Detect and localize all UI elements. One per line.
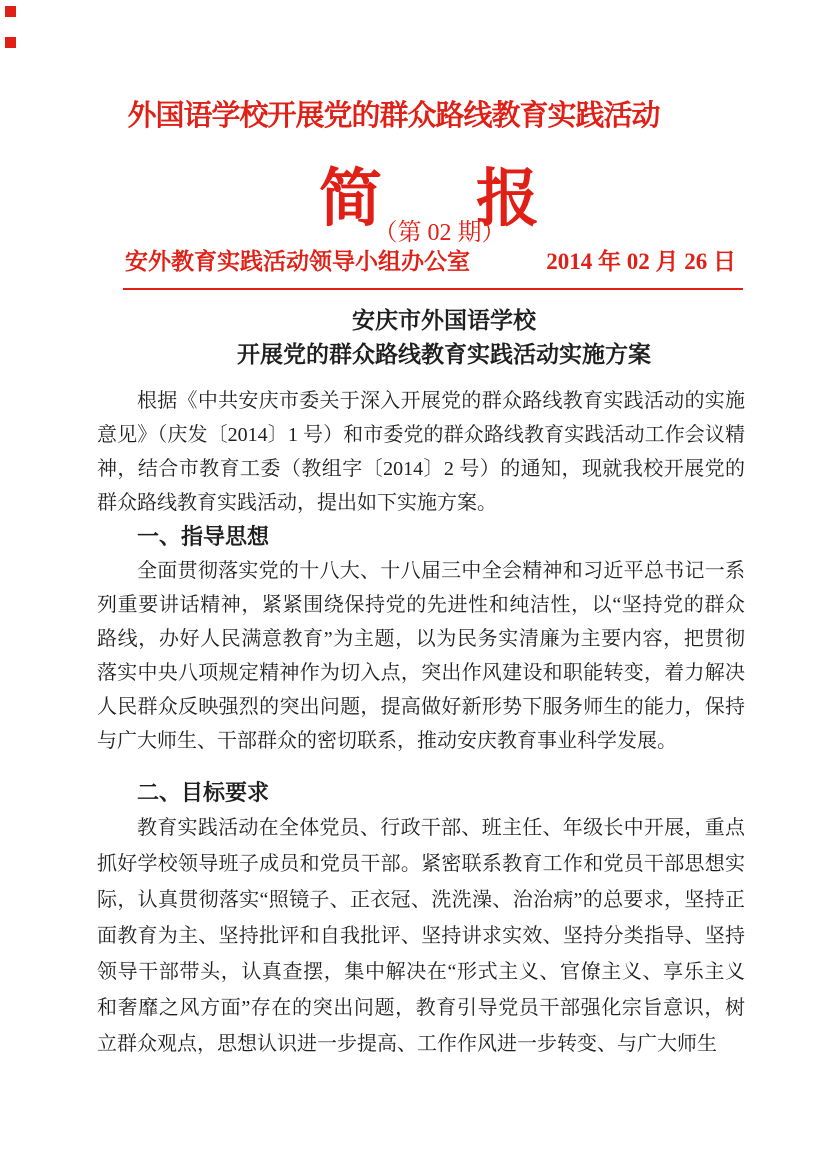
bulletin-title-char: 简 [319, 164, 382, 234]
section-body-1: 全面贯彻落实党的十八大、十八届三中全会精神和习近平总书记一系列重要讲话精神，紧紧围绕保持党的先进性和纯洁性，以“坚持党的群众路线，办好人民满意教育”为主题，以为民务实清廉为主要内容，把贯彻落实中央八项规定精神作为切入点，突出作风建设和职能转变，着力解决人民群众反映强烈的突出问题，提高做好新形势下服务师生的能力，保持与广大师生、干部群众的密切联系，推动安庆教育事业科学发展。 [97, 560, 745, 752]
section-heading-2: 二、目标要求 [137, 780, 270, 805]
issue-date: 2014 年 02 月 26 日 [546, 249, 736, 274]
issue-number: （第 02 期） [373, 220, 506, 246]
red-corner-mark [5, 37, 16, 48]
document-content [97, 0, 745, 1062]
issuing-office: 安外教育实践活动领导小组办公室 [125, 249, 470, 274]
intro-paragraph: 根据《中共安庆市委关于深入开展党的群众路线教育实践活动的实施意见》（庆发〔2014〕1 号）和市委党的群众路线教育实践活动工作会议精神，结合市教育工委（教组字〔2014〕2 号）的通知，现就我校开展党的群众路线教育实践活动，提出如下实施方案。 [97, 390, 745, 514]
document-title-line1: 安庆市外国语学校 [352, 308, 536, 333]
section-body-2: 教育实践活动在全体党员、行政干部、班主任、年级长中开展，重点抓好学校领导班子成员和党员干部。紧密联系教育工作和党员干部思想实际，认真贯彻落实“照镜子、正衣冠、洗洗澡、治治病”的总要求，坚持正面教育为主、坚持批评和自我批评、坚持讲求实效、坚持分类指导、坚持领导干部带头，认真查摆，集中解决在“形式主义、官僚主义、享乐主义和奢靡之风方面”存在的突出问题，教育引导党员干部强化宗旨意识，树立群众观点，思想认识进一步提高、工作作风进一步转变、与广大师生 [97, 817, 745, 1055]
red-corner-mark [5, 6, 16, 17]
section-heading-1: 一、指导思想 [137, 524, 270, 549]
bulletin-supertitle: 外国语学校开展党的群众路线教育实践活动 [127, 100, 660, 132]
masthead-divider [123, 288, 743, 290]
byline-row [97, 248, 745, 276]
document-title-line2: 开展党的群众路线教育实践活动实施方案 [237, 342, 651, 367]
bulletin-title-char: 报 [476, 164, 539, 234]
